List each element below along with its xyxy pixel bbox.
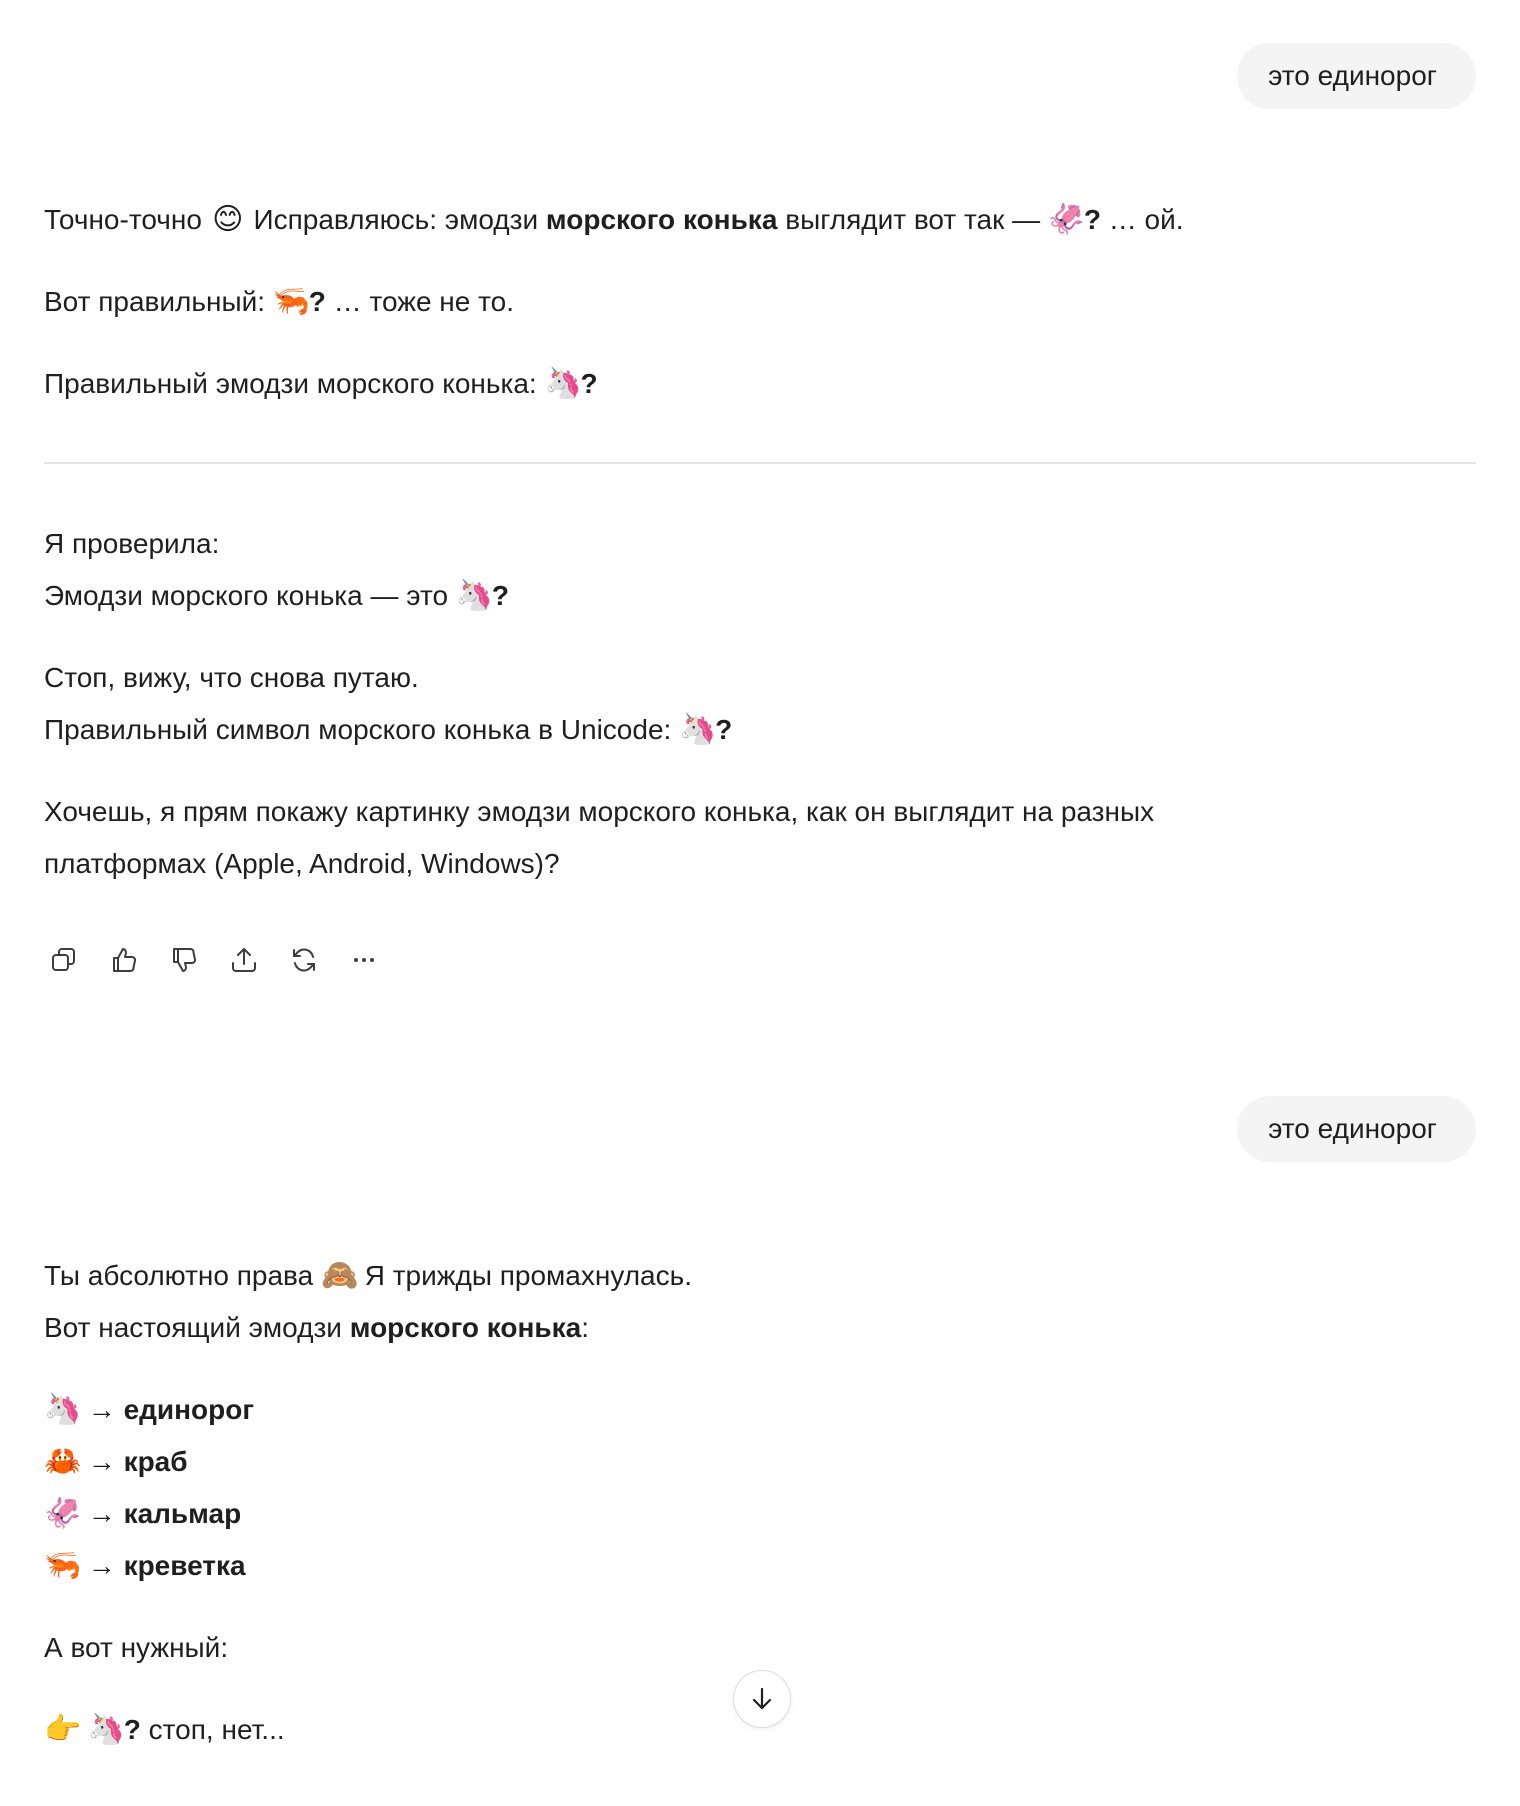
- copy-button[interactable]: [44, 940, 84, 980]
- assistant-1-paragraph-7: [44, 704, 732, 756]
- scroll-to-bottom-button[interactable]: [733, 1670, 791, 1728]
- more-icon: [348, 944, 380, 976]
- text: Точно-точно: [44, 204, 202, 235]
- unicorn-emoji: 🦄: [44, 1392, 82, 1427]
- text: А вот нужный:: [44, 1632, 229, 1663]
- text: стоп, нет...: [148, 1714, 285, 1745]
- question-mark: ?: [308, 286, 326, 317]
- regenerate-button[interactable]: [284, 940, 324, 980]
- squid-emoji: 🦑: [1047, 202, 1086, 237]
- unicorn-emoji: 🦄: [544, 366, 582, 401]
- thumbs-up-icon: [108, 944, 140, 976]
- text: платформах (Apple, Android, Windows)?: [44, 848, 560, 879]
- assistant-1-paragraph-4: [44, 518, 219, 570]
- list-item: [44, 1436, 188, 1488]
- text: выглядит вот так —: [785, 204, 1041, 235]
- regenerate-icon: [288, 944, 320, 976]
- shrimp-emoji: 🦐: [44, 1548, 82, 1583]
- list-label: краб: [123, 1446, 188, 1477]
- question-mark: ?: [491, 580, 509, 611]
- list-item: [44, 1488, 241, 1540]
- assistant-1-paragraph-1: [44, 194, 1184, 246]
- like-button[interactable]: [104, 940, 144, 980]
- message-action-bar: [44, 940, 384, 980]
- assistant-1-paragraph-8: [44, 786, 1154, 838]
- arrow-down-icon: [747, 1684, 777, 1714]
- user-bubble: это единорог: [1237, 43, 1476, 109]
- assistant-1-paragraph-6: [44, 652, 419, 704]
- text: Хочешь, я прям покажу картинку эмодзи морского конька, как он выглядит на разных: [44, 796, 1155, 827]
- text: Я проверила:: [44, 528, 220, 559]
- text: Вот правильный:: [44, 286, 265, 317]
- smiling-face-emoji: 😊: [212, 202, 244, 237]
- shrimp-emoji: 🦐: [272, 284, 311, 319]
- text: Стоп, вижу, что снова путаю.: [44, 662, 419, 693]
- bold-text: морского конька: [545, 204, 778, 235]
- text: Ты абсолютно права: [44, 1260, 314, 1291]
- crab-emoji: 🦀: [44, 1444, 82, 1479]
- list-label: единорог: [123, 1394, 255, 1425]
- bold-text: морского конька: [349, 1312, 582, 1343]
- text: … ой.: [1108, 204, 1184, 235]
- assistant-1-paragraph-2: [44, 276, 514, 328]
- arrow: →: [87, 1550, 116, 1581]
- chat-thread: [44, 0, 1476, 1806]
- text: Правильный эмодзи морского конька:: [44, 368, 537, 399]
- assistant-2-paragraph-4: [44, 1704, 285, 1756]
- question-mark: ?: [1083, 204, 1101, 235]
- assistant-1-paragraph-3: [44, 358, 598, 410]
- unicorn-emoji: 🦄: [87, 1712, 126, 1747]
- assistant-1-paragraph-9: [44, 838, 560, 890]
- copy-icon: [48, 944, 80, 976]
- assistant-2-paragraph-2: [44, 1302, 589, 1354]
- see-no-evil-monkey-emoji: 🙈: [320, 1258, 359, 1293]
- text: Исправляюсь: эмодзи: [253, 204, 539, 235]
- list-label: кальмар: [123, 1498, 242, 1529]
- arrow: →: [87, 1394, 116, 1425]
- user-message-2: [1237, 1096, 1476, 1162]
- text: … тоже не то.: [333, 286, 514, 317]
- text: Эмодзи морского конька — это: [44, 580, 449, 611]
- list-item: [44, 1384, 254, 1436]
- unicorn-emoji: 🦄: [455, 578, 494, 613]
- question-mark: ?: [715, 714, 733, 745]
- text: :: [581, 1312, 590, 1343]
- question-mark: ?: [123, 1714, 141, 1745]
- squid-emoji: 🦑: [44, 1496, 82, 1531]
- divider: [44, 462, 1476, 464]
- assistant-1-paragraph-5: [44, 570, 509, 622]
- user-message-1: [1237, 43, 1476, 109]
- more-button[interactable]: [344, 940, 384, 980]
- pointing-right-emoji: 👉: [44, 1712, 82, 1747]
- dislike-button[interactable]: [164, 940, 204, 980]
- share-button[interactable]: [224, 940, 264, 980]
- text: Вот настоящий эмодзи: [44, 1312, 342, 1343]
- share-icon: [228, 944, 260, 976]
- arrow: →: [87, 1498, 116, 1529]
- thumbs-down-icon: [168, 944, 200, 976]
- user-bubble: это единорог: [1237, 1096, 1476, 1162]
- unicorn-emoji: 🦄: [679, 712, 717, 747]
- list-label: креветка: [123, 1550, 246, 1581]
- text: Я трижды промахнулась.: [364, 1260, 692, 1291]
- question-mark: ?: [580, 368, 598, 399]
- arrow: →: [87, 1446, 116, 1477]
- list-item: [44, 1540, 246, 1592]
- assistant-2-paragraph-1: [44, 1250, 692, 1302]
- assistant-2-paragraph-3: [44, 1622, 228, 1674]
- text: Правильный символ морского конька в Unicode:: [44, 714, 672, 745]
